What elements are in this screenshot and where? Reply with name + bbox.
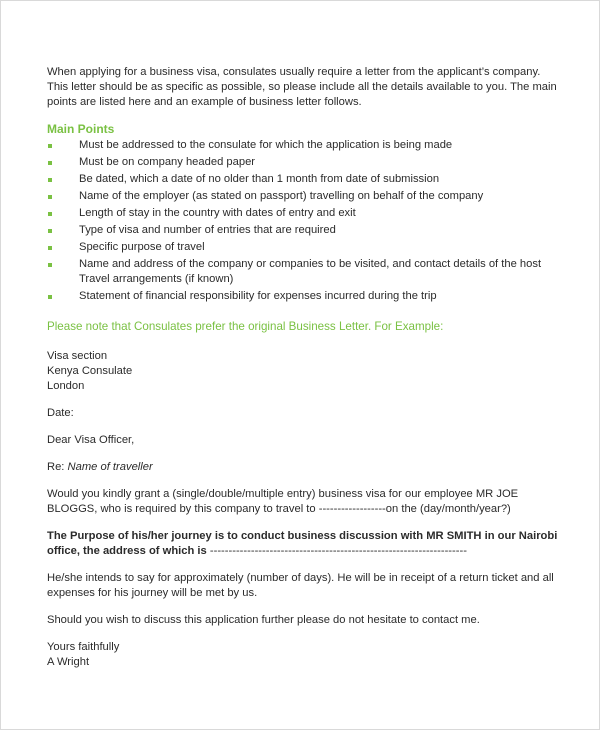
list-item: Must be on company headed paper bbox=[47, 155, 562, 170]
bullet-icon bbox=[48, 212, 52, 216]
bullet-icon bbox=[48, 246, 52, 250]
bullet-icon bbox=[48, 178, 52, 182]
list-item: Statement of financial responsibility for expenses incurred during the trip bbox=[47, 289, 562, 304]
letter-subject: Re: Name of traveller bbox=[47, 461, 153, 473]
document-content bbox=[47, 65, 562, 670]
bullet-icon bbox=[48, 195, 52, 199]
letter-date: Date: bbox=[47, 407, 74, 419]
letter-signature: A Wright bbox=[47, 656, 90, 668]
letter-duration-paragraph: He/she intends to say for approximately (number of days). He will be in receipt of a return ticket and all expenses for his journey will be met by us. bbox=[47, 572, 554, 599]
bullet-icon bbox=[48, 295, 52, 299]
list-item: Specific purpose of travel bbox=[47, 240, 562, 255]
list-item: Name and address of the company or companies to be visited, and contact details of the host Travel arrangements (if known) bbox=[47, 257, 562, 287]
bullet-icon bbox=[48, 161, 52, 165]
list-item: Must be addressed to the consulate for which the application is being made bbox=[47, 138, 562, 153]
example-note: Please note that Consulates prefer the original Business Letter. For Example: bbox=[47, 320, 444, 333]
letter-purpose-paragraph: The Purpose of his/her journey is to conduct business discussion with MR SMITH in our Nairobi office, the address of which is --------------------------------------------------------------------- bbox=[47, 530, 558, 557]
list-item: Be dated, which a date of no older than 1 month from date of submission bbox=[47, 172, 562, 187]
main-points-heading: Main Points bbox=[47, 122, 115, 136]
bullet-icon bbox=[48, 144, 52, 148]
recipient-address bbox=[47, 349, 562, 394]
main-points-list bbox=[47, 138, 562, 304]
list-item: Length of stay in the country with dates of entry and exit bbox=[47, 206, 562, 221]
address-line: Visa section bbox=[47, 350, 108, 362]
letter-contact-paragraph: Should you wish to discuss this application further please do not hesitate to contact me. bbox=[47, 614, 480, 626]
list-item: Name of the employer (as stated on passport) travelling on behalf of the company bbox=[47, 189, 562, 204]
list-item: Type of visa and number of entries that are required bbox=[47, 223, 562, 238]
address-line: Kenya Consulate bbox=[47, 365, 133, 377]
letter-request-paragraph: Would you kindly grant a (single/double/multiple entry) business visa for our employee MR JOE BLOGGS, who is required by this company to travel to ------------------on the (day/month/year?) bbox=[47, 488, 519, 515]
letter-salutation: Dear Visa Officer, bbox=[47, 434, 135, 446]
letter-closing: Yours faithfully bbox=[47, 641, 120, 653]
address-line: London bbox=[47, 380, 85, 392]
intro-paragraph: When applying for a business visa, consulates usually require a letter from the applicant’s company. This letter should be as specific as possible, so please include all the details available to you. The main points are listed here and an example of business letter follows. bbox=[47, 66, 557, 108]
bullet-icon bbox=[48, 263, 52, 267]
bullet-icon bbox=[48, 229, 52, 233]
